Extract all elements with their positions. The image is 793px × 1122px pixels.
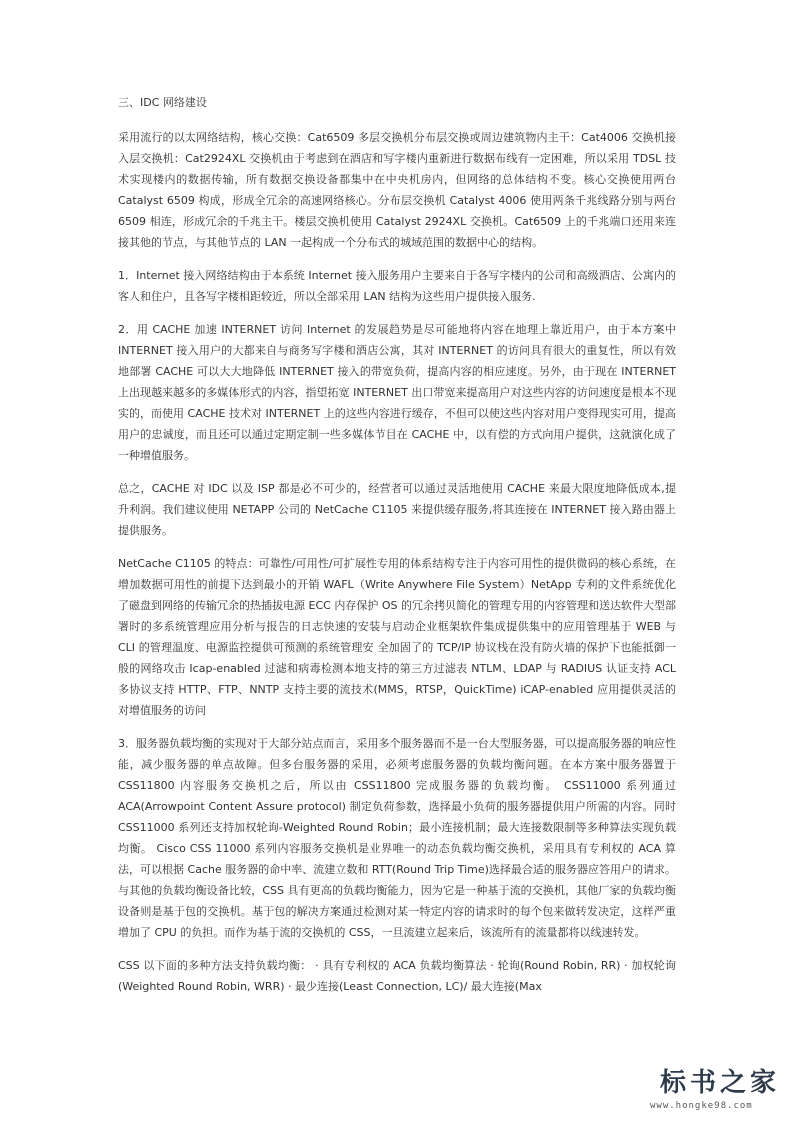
- paragraph-summary: 总之，CACHE 对 IDC 以及 ISP 都是必不可少的，经营者可以通过灵活地使用 CACHE 来最大限度地降低成本,提升利润。我们建议使用 NETAPP 公司的 NetCache C1105 来提供缓存服务,将其连接在 INTERNET 接入路由器上提供服务。: [118, 482, 676, 537]
- document-page: [118, 96, 676, 1008]
- paragraph-netcache-features: NetCache C1105 的特点：可靠性/可用性/可扩展性专用的体系结构专注于内容可用性的提供微码的核心系统，在增加数据可用性的前提下达到最小的开销 WAFL（Write Anywhere File System）NetApp 专利的文件系统优化了磁盘到网络的传输冗余的热插拔电源 ECC 内存保护 OS 的冗余拷贝简化的管理专用的内容管理和送达软件大型部署时的多系统管理应用分析与报告的日志快速的安装与启动企业框架软件集成提供集中的应用管理基于 WEB 与 CLI 的管理温度、电源监控提供可预测的系统管理安 全加固了的 TCP/IP 协议栈在没有防火墙的保护下也能抵御一般的网络攻击 Icap-enabled 过滤和病毒检测本地支持的第三方过滤表 NTLM、LDAP 与 RADIUS 认证支持 ACL 多协议支持 HTTP、FTP、NNTP 支持主要的流技术(MMS，RTSP，QuickTime) iCAP-enabled 应用提供灵活的对增值服务的访问: [118, 557, 676, 717]
- section-heading: 三、IDC 网络建设: [118, 96, 207, 109]
- paragraph-load-balancing: 3．服务器负载均衡的实现对于大部分站点而言，采用多个服务器而不是一台大型服务器，可以提高服务器的响应性能，减少服务器的单点故障。但多台服务器的采用，必须考虑服务器的负载均衡问题。在本方案中服务器置于 CSS11800 内容服务交换机之后，所以由 CSS11800 完成服务器的负载均衡。 CSS11000 系列通过 ACA(Arrowpoint Content Assure protocol) 制定负荷参数，选择最小负荷的服务器提供用户所需的内容。同时 CSS11000 系列还支持加权轮询-Weighted Round Robin；最小连接机制；最大连接数限制等多种算法实现负载均衡。 Cisco CSS 11000 系列内容服务交换机是业界唯一的动态负载均衡交换机，采用具有专利权的 ACA 算法，可以根据 Cache 服务器的命中率、流建立数和 RTT(Round Trip Time)选择最合适的服务器应答用户的请求。与其他的负载均衡设备比较，CSS 具有更高的负载均衡能力，因为它是一种基于流的交换机，其他厂家的负载均衡设备则是基于包的交换机。基于包的解决方案通过检测对某一特定内容的请求时的每个包来做转发决定，这样严重增加了 CPU 的负担。而作为基于流的交换机的 CSS，一旦流建立起来后，该流所有的流量都将以线速转发。: [118, 737, 676, 939]
- watermark-brand: 标书之家: [660, 1068, 781, 1098]
- paragraph-network-structure: 采用流行的以太网络结构，核心交换：Cat6509 多层交换机分布层交换或周边建筑物内主干：Cat4006 交换机接入层交换机：Cat2924XL 交换机由于考虑到在酒店和写字楼内重新进行数据布线有一定困难，所以采用 TDSL 技术实现楼内的数据传输，所有数据交换设备都集中在中央机房内，但网络的总体结构不变。核心交换使用两台 Catalyst 6509 构成，形成全冗余的高速网络核心。分布层交换机 Catalyst 4006 使用两条千兆线路分别与两台 6509 相连，形成冗余的千兆主干。楼层交换机使用 Catalyst 2924XL 交换机。Cat6509 上的千兆端口还用来连接其他的节点，与其他节点的 LAN 一起构成一个分布式的城域范围的数据中心的结构。: [118, 131, 676, 249]
- watermark-url: www.hongke98.com: [650, 1101, 753, 1111]
- paragraph-cache: 2．用 CACHE 加速 INTERNET 访问 Internet 的发展趋势是尽可能地将内容在地理上靠近用户，由于本方案中 INTERNET 接入用户的大都来自与商务写字楼和酒店公寓，其对 INTERNET 的访问具有很大的重复性，所以有效地部署 CACHE 可以大大地降低 INTERNET 接入的带宽负荷，提高内容的相应速度。另外，由于现在 INTERNET 上出现越来越多的多媒体形式的内容，指望拓宽 INTERNET 出口带宽来提高用户对这些内容的访问速度是根本不现实的，而使用 CACHE 技术对 INTERNET 上的这些内容进行缓存，不但可以使这些内容对用户变得现实可用，提高用户的忠诚度，而且还可以通过定期定制一些多媒体节目在 CACHE 中，以有偿的方式向用户提供，这就演化成了一种增值服务。: [118, 323, 676, 462]
- paragraph-internet-access: 1．Internet 接入网络结构由于本系统 Internet 接入服务用户主要来自于各写字楼内的公司和高级酒店、公寓内的客人和住户，且各写字楼相距较近，所以全部采用 LAN 结构为这些用户提供接入服务.: [118, 269, 676, 303]
- watermark-logo: [640, 1068, 780, 1116]
- paragraph-css-methods: CSS 以下面的多种方法支持负载均衡： · 具有专利权的 ACA 负载均衡算法 · 轮询(Round Robin, RR) · 加权轮询(Weighted Round Robin, WRR) · 最少连接(Least Connection, LC)/ 最大连接(Max: [118, 959, 676, 993]
